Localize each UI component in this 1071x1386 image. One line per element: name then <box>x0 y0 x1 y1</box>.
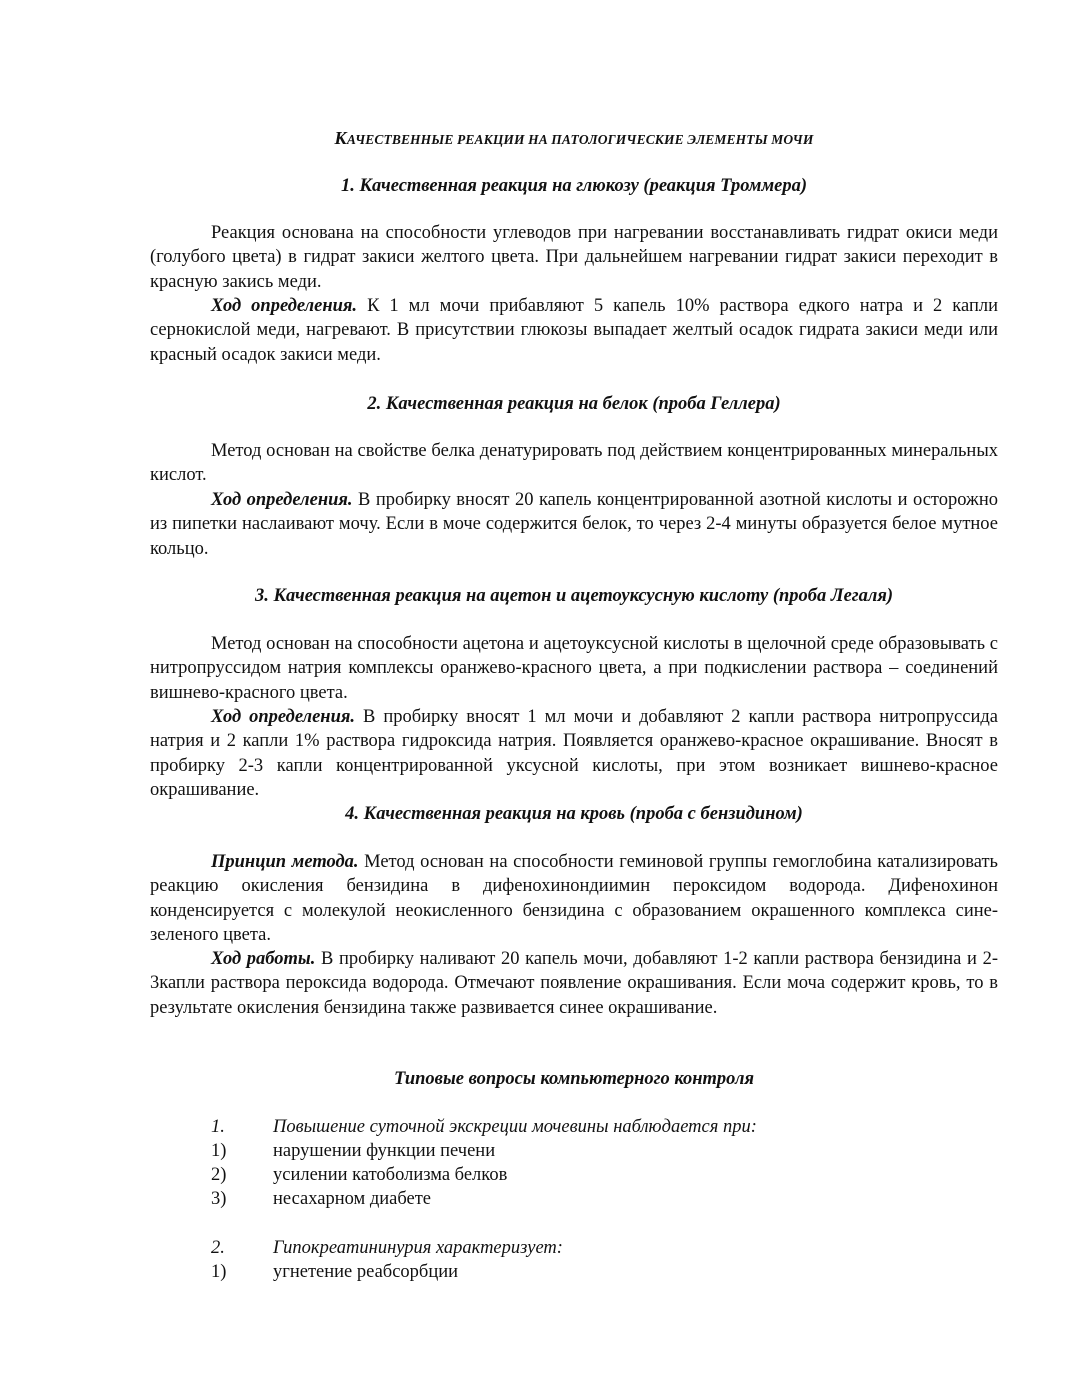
section-1-paragraph-2 <box>150 294 998 367</box>
questions-heading: Типовые вопросы компьютерного контроля <box>394 1069 754 1089</box>
answer-option <box>211 1163 507 1187</box>
answer-option <box>211 1187 431 1211</box>
section-1-label: Ход определения. <box>211 296 358 316</box>
section-4-paragraph-2-text: В пробирку наливают 20 капель мочи, добавляют 1-2 капли раствора бензидина и 2-3капли раствора пероксида водорода. Отмечают появление окрашивания. Если моча содержит кровь, то в результате окисления бензидина также развивается синее окрашивание. <box>150 949 998 1018</box>
question-number: 1. <box>211 1117 225 1137</box>
answer-number: 1) <box>211 1141 227 1161</box>
question-text: Гипокреатининурия характеризует: <box>273 1238 563 1258</box>
section-2-paragraph-2-text: В пробирку вносят 20 капель концентрированной азотной кислоты и осторожно из пипетки наслаивают мочу. Если в моче содержится белок, то через 2-4 минуты образуется белое мутное кольцо. <box>150 490 998 559</box>
section-3-heading: 3. Качественная реакция на ацетон и ацетоуксусную кислоту (проба Легаля) <box>254 586 894 606</box>
section-1-paragraph-1: Реакция основана на способности углеводов при нагревании восстанавливать гидрат окиси меди (голубого цвета) в гидрат закиси желтого цвета. При дальнейшем нагревании гидрат закиси переходит в красную закись меди. <box>150 223 998 292</box>
answer-number: 1) <box>211 1262 227 1282</box>
section-1-heading: 1. Качественная реакция на глюкозу (реакция Троммера) <box>340 176 808 196</box>
answer-option <box>211 1139 495 1163</box>
answer-number: 2) <box>211 1165 227 1185</box>
section-3-paragraph-1: Метод основан на способности ацетона и ацетоуксусной кислоты в щелочной среде образовывать с нитропруссидом натрия комплексы оранжево-красного цвета, а при подкислении раствора – соединений вишнево-красного цвета. <box>150 634 998 703</box>
section-4-paragraph-1-text: Метод основан на способности геминовой группы гемоглобина катализировать реакцию окисления бензидина в дифенохинондиимин пероксидом водорода. Дифенохинон конденсируется с молекулой неокисленного бензидина с образованием окрашенного комплекса сине-зеленого цвета. <box>150 852 998 945</box>
section-2-label: Ход определения. <box>211 490 353 510</box>
page-title <box>150 128 998 149</box>
section-4-heading: 4. Качественная реакция на кровь (проба с бензидином) <box>345 804 803 824</box>
answer-text: угнетение реабсорбции <box>273 1262 459 1282</box>
answer-number: 3) <box>211 1189 227 1209</box>
answer-text: несахарном диабете <box>273 1189 432 1209</box>
section-2-paragraph-1: Метод основан на свойстве белка денатурировать под действием концентрированных минеральных кислот. <box>150 441 998 486</box>
section-4-paragraph-1 <box>150 850 998 947</box>
title-rest: АЧЕСТВЕННЫЕ РЕАКЦИИ НА ПАТОЛОГИЧЕСКИЕ ЭЛЕМЕНТЫ МОЧИ <box>346 132 814 147</box>
answer-text: усилении катоболизма белков <box>273 1165 508 1185</box>
section-2-heading: 2. Качественная реакция на белок (проба Геллера) <box>367 394 781 414</box>
section-3-label: Ход определения. <box>211 707 356 727</box>
section-3-paragraph-2-text: В пробирку вносят 1 мл мочи и добавляют 2 капли раствора нитропруссида натрия и 2 капли 1% раствора гидроксида натрия. Появляется оранжево-красное окрашивание. Вносят в пробирку 2-3 капли концентрированной уксусной кислоты, при этом возникает вишнево-красное окрашивание. <box>150 707 998 800</box>
section-2-paragraph-2 <box>150 488 998 561</box>
question-number: 2. <box>211 1238 225 1258</box>
title-first-letter: К <box>334 128 347 148</box>
section-3-paragraph-2 <box>150 705 998 802</box>
question-2 <box>211 1236 563 1260</box>
answer-option <box>211 1260 458 1284</box>
question-1 <box>211 1115 757 1139</box>
question-text: Повышение суточной экскреции мочевины наблюдается при: <box>273 1117 757 1137</box>
section-1-paragraph-2-text: К 1 мл мочи прибавляют 5 капель 10% раствора едкого натра и 2 капли сернокислой меди, нагревают. В присутствии глюкозы выпадает желтый осадок гидрата закиси меди или красный осадок закиси меди. <box>150 296 999 365</box>
section-4-paragraph-2 <box>150 947 998 1020</box>
answer-text: нарушении функции печени <box>273 1141 496 1161</box>
section-4-label-2: Ход работы. <box>211 949 316 969</box>
section-4-label-1: Принцип метода. <box>211 852 359 872</box>
